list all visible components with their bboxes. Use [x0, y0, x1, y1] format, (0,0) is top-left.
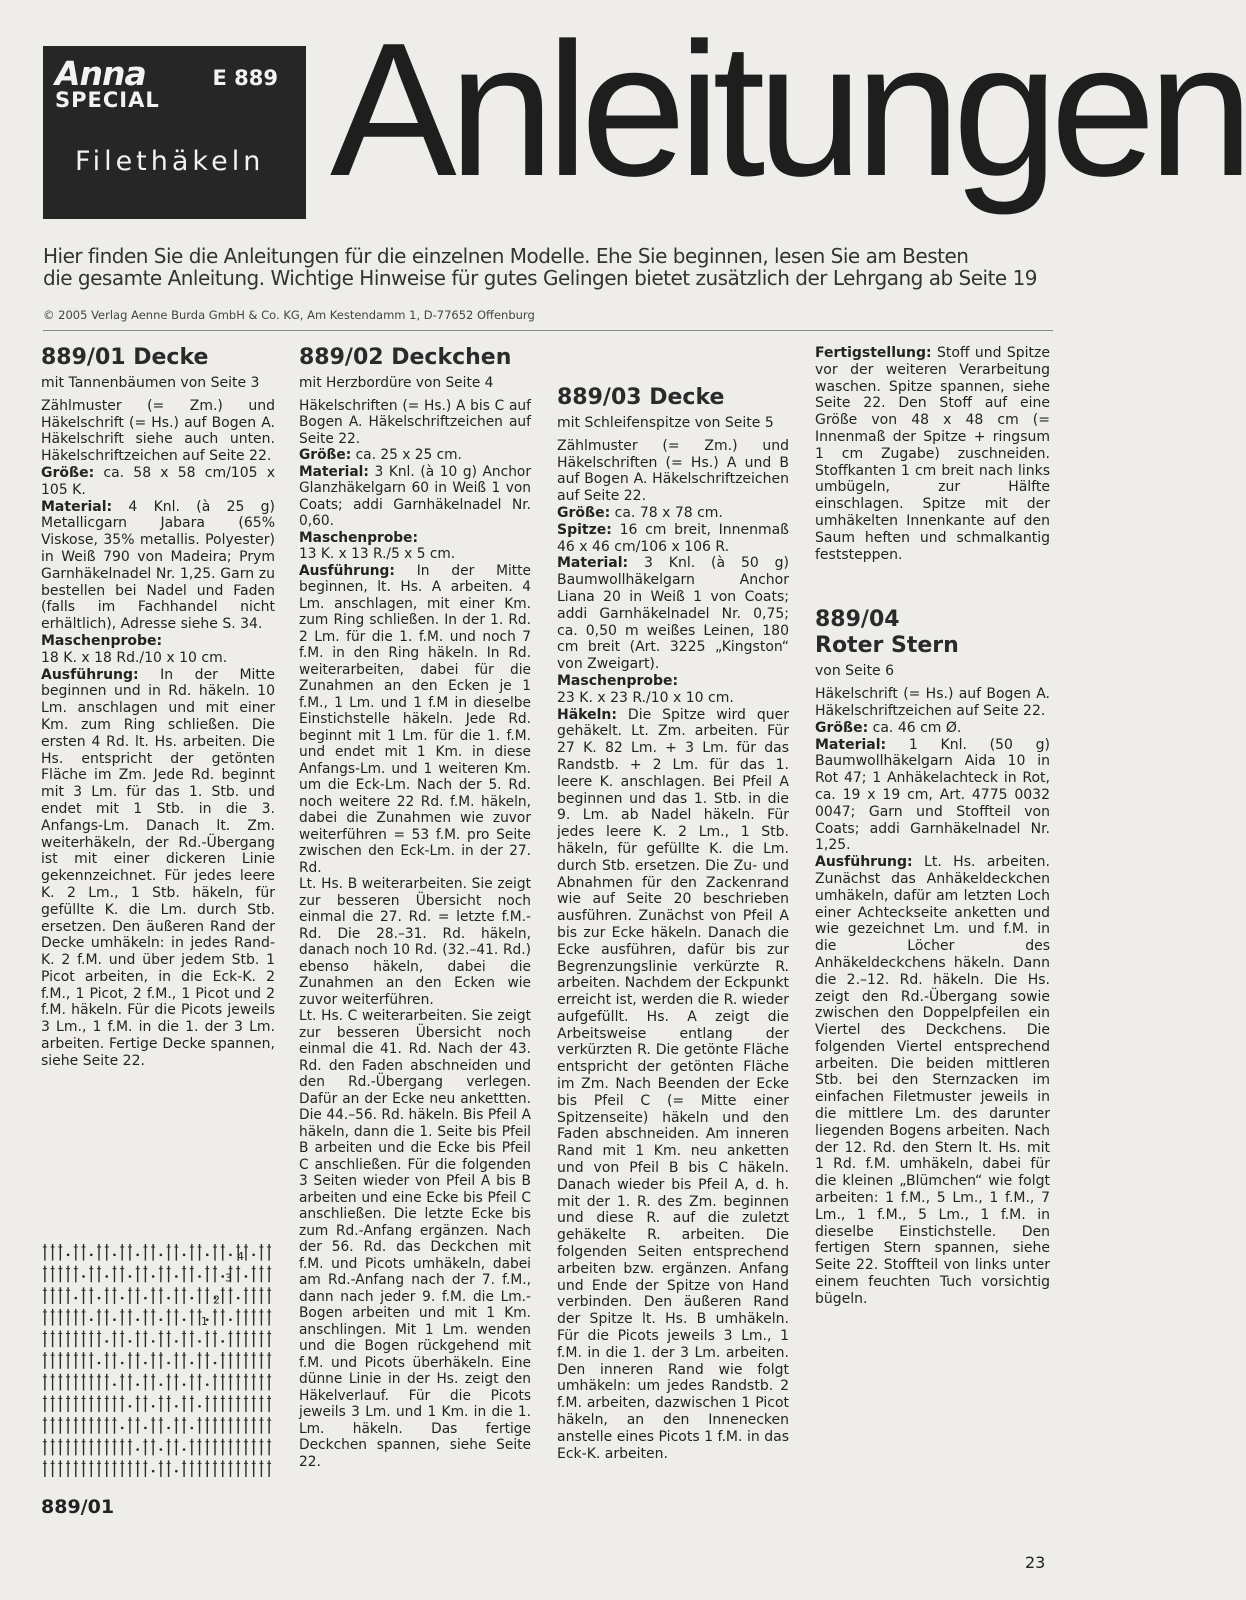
model-number: 889/03: [557, 385, 642, 410]
chart-chain: [136, 1448, 139, 1451]
paragraph-text: Stoff und Spitze vor der weiteren Verarbeitung waschen. Spitze spannen, siehe Seite 22. Den Stoff auf eine Größe von 48 x 48 cm (= Innenmaß der Spitze + ringsum 1 cm Zugabe) zuschneiden. Stoffkanten 1 cm breit nach links umbügeln, zur Hälfte einschlagen. Spitze mit der umhäkelten Innenkante auf den Saum heften und schmalkantig feststeppen.: [815, 345, 1050, 563]
chart-chain: [206, 1254, 209, 1257]
paragraph-label: Material:: [299, 463, 369, 480]
chart-chain: [191, 1297, 194, 1300]
paragraph: [557, 505, 789, 522]
paragraph: [41, 398, 275, 465]
chart-chain: [198, 1405, 201, 1408]
chart-chain: [105, 1340, 108, 1343]
chart-chain: [82, 1275, 85, 1278]
paragraph-text: Häkelschrift (= Hs.) auf Bogen A. Häkelschriftzeichen auf Seite 22.: [815, 686, 1050, 719]
chart-chain: [152, 1470, 155, 1473]
paragraph-label: Spitze:: [557, 521, 612, 538]
paragraph: [815, 737, 1050, 855]
paragraph-label: Größe:: [557, 504, 611, 521]
paragraph-label: Material:: [557, 555, 629, 572]
chart-chain: [113, 1383, 116, 1386]
paragraph-label: Material:: [41, 498, 113, 515]
paragraph-label: Größe:: [815, 719, 869, 736]
paragraph-text: 3 Knl. (à 50 g) Baumwollhäkelgarn Anchor Liana 20 in Weiß 1 von Coats; addi Garnhäkelnadel Nr. 0,75; ca. 0,50 m weißes Leinen, 180 cm breit (Art. 3225 „Kingston“ von Zweigart).: [557, 555, 789, 673]
chart-round-marker: 2: [213, 1293, 220, 1307]
brand-special: SPECIAL: [55, 88, 160, 112]
chart-chain: [144, 1427, 147, 1430]
chart-chain: [206, 1383, 209, 1386]
issue-code: E 889: [212, 66, 278, 90]
model-number: 889/02: [299, 345, 384, 370]
intro-text: [43, 245, 1053, 289]
paragraph-label: Ausführung:: [299, 562, 395, 579]
chart-chain: [191, 1362, 194, 1365]
model-name: Decke: [649, 385, 725, 410]
chart-chain: [75, 1297, 78, 1300]
crochet-chart: [41, 1242, 273, 1480]
paragraph: [557, 707, 789, 1463]
paragraph: [557, 522, 789, 556]
chart-chain: [90, 1318, 93, 1321]
model-subtitle: mit Schleifenspitze von Seite 5: [557, 415, 774, 431]
copyright: © 2005 Verlag Aenne Burda GmbH & Co. KG, Am Kestendamm 1, D-77652 Offenburg: [43, 308, 535, 322]
paragraph: [299, 464, 531, 530]
chart-chain: [129, 1405, 132, 1408]
model-subtitle: von Seite 6: [815, 663, 895, 680]
model-number: 889/01: [41, 345, 126, 370]
page-title: Anleitungen: [330, 4, 1246, 216]
chart-chain: [252, 1254, 255, 1257]
column-3: [557, 345, 789, 1462]
chart-chain: [160, 1383, 163, 1386]
paragraph-label: Maschenprobe:: [41, 632, 163, 649]
paragraph-text: Häkelschriften (= Hs.) A bis C auf Bogen A. Häkelschriftzeichen auf Seite 22.: [299, 397, 531, 447]
chart-chain: [160, 1318, 163, 1321]
paragraph-label: Größe:: [41, 464, 95, 481]
chart-chain: [183, 1254, 186, 1257]
intro-line-1: Hier finden Sie die Anleitungen für die einzelnen Modelle. Ehe Sie beginnen, lesen Sie am Besten: [43, 244, 969, 268]
paragraph-text: 18 K. x 18 Rd./10 x 10 cm.: [41, 649, 228, 666]
chart-chain: [121, 1297, 124, 1300]
model-name: Deckchen: [391, 345, 512, 370]
paragraph-text: ca. 78 x 78 cm.: [614, 504, 723, 521]
chart-chain: [67, 1254, 70, 1257]
chart-chain: [113, 1318, 116, 1321]
chart-chain: [175, 1405, 178, 1408]
chart-chain: [152, 1275, 155, 1278]
chart-chain: [152, 1340, 155, 1343]
paragraph-label: Ausführung:: [815, 854, 913, 871]
paragraph-label: Größe:: [299, 447, 352, 463]
brand-box: [43, 46, 306, 219]
chart-chain: [245, 1275, 248, 1278]
chart-chain: [221, 1340, 224, 1343]
model-number: 889/04: [815, 607, 900, 633]
paragraph-text: Lt. Hs. C weiterarbeiten. Sie zeigt zur besseren Übersicht noch einmal die 41. Rd. Nach der 43. Rd. den Faden abschneiden und den Rd.-Übergang verlegen. Dafür an der Ecke neu ankettten. Die 44.–56. Rd. häkeln. Bis Pfeil A häkeln, dann die 1. Seite bis Pfeil B arbeiten und die Ecke bis Pfeil C anschließen. Für die folgenden 3 Seiten wieder von Pfeil A bis B arbeiten und eine Ecke bis Pfeil C anschließen. Die letzte Ecke bis zum Rd.-Anfang ergänzen. Nach der 56. Rd. das Deckchen mit f.M. und Picots umhäkeln, dabei am Rd.-Anfang nach der 7. f.M., dann nach jeder 9. f.M. die Lm.-Bogen arbeiten und mit 1 Km. anschlingen. Mit 1 Lm. wenden und die Bogen rückgehend mit f.M. und Picots überhäkeln. Eine dünne Linie in der Hs. zeigt den Häkelverlauf. Für die Picots jeweils 3 Lm. und 1 Km. in die 1. Lm. häkeln. Das fertige Deckchen spannen, siehe Seite 22.: [299, 1008, 531, 1470]
paragraph-text: ca. 46 cm Ø.: [872, 719, 962, 736]
chart-chain: [98, 1297, 101, 1300]
paragraph-label: Fertigstellung:: [815, 345, 932, 361]
chart-chain: [191, 1427, 194, 1430]
paragraph: [41, 633, 275, 667]
chart-chain: [113, 1254, 116, 1257]
paragraph-text: 4 Knl. (à 25 g) Metallicgarn Jabara (65% Viskose, 35% metallis. Polyester) in Weiß 790 von Madeira; Prym Garnhäkelnadel Nr. 1,25. Garn zu bestellen bei Nadel und Faden (falls im Fachhandel nicht erhältlich), Adresse siehe S. 34.: [41, 498, 275, 633]
model-heading: [41, 345, 275, 371]
paragraph-label: Maschenprobe:: [299, 529, 418, 546]
paragraph-text: Zählmuster (= Zm.) und Häkelschriften (= Hs.) A und B auf Bogen A. Häkelschriftzeichen auf Seite 22.: [557, 437, 789, 505]
paragraph: [557, 438, 789, 505]
chart-chain: [144, 1297, 147, 1300]
column-2: [299, 345, 531, 1470]
chart-chain: [237, 1297, 240, 1300]
chart-round-marker: 4: [237, 1250, 244, 1263]
chart-chain: [105, 1275, 108, 1278]
chart-chain: [183, 1318, 186, 1321]
intro-line-2: die gesamte Anleitung. Wichtige Hinweise für gutes Gelingen bietet zusätzlich der Lehrgang ab Seite 19: [43, 266, 1038, 290]
chart-chain: [229, 1318, 232, 1321]
chart-chain: [121, 1427, 124, 1430]
chart-chain: [144, 1362, 147, 1365]
paragraph: [299, 1008, 531, 1470]
chart-chain: [214, 1362, 217, 1365]
chart-chain: [167, 1427, 170, 1430]
paragraph: [815, 720, 1050, 737]
brand-subtitle: Filethäkeln: [75, 146, 265, 177]
chart-chain: [129, 1275, 132, 1278]
chart-chain: [175, 1470, 178, 1473]
chart-chain: [167, 1297, 170, 1300]
chart-chain: [175, 1340, 178, 1343]
paragraph-text: In der Mitte beginnen und in Rd. häkeln. 10 Lm. anschlagen und mit einer Km. zum Ring schließen. Die ersten 4 Rd. lt. Hs. arbeiten. Die Hs. entspricht der getönten Fläche im Zm. Jede Rd. beginnt mit 3 Lm. für das 1. Stb. und endet mit 1 Stb. in die 3. Anfangs-Lm. Danach lt. Zm. weiterhäkeln, der Rd.-Übergang ist mit einer dickeren Linie gekennzeichnet. Für jedes leere K. 2 Lm., 1 Stb. häkeln, für gefüllte K. die Lm. durch Stb. ersetzen. Den äußeren Rand der Decke umhäkeln: in jedes Rand-K. 2 f.M. und über jedem Stb. 1 Picot arbeiten, in die Eck-K. 2 f.M., 1 Picot, 2 f.M., 1 Picot und 2 f.M. häkeln. Für die Picots jeweils 3 Lm., 1 f.M. in die 1. der 3 Lm. arbeiten. Fertige Decke spannen, siehe Seite 22.: [41, 666, 276, 1069]
model-heading: [299, 345, 531, 371]
paragraph: [557, 673, 789, 707]
page-number: 23: [1025, 1553, 1046, 1572]
paragraph-text: Lt. Hs. B weiterarbeiten. Sie zeigt zur besseren Übersicht noch einmal die 27. Rd. = letzte f.M.-Rd. Die 28.–31. Rd. häkeln, danach noch 10 Rd. (32.–41. Rd.) ebenso häkeln, dabei die Zunahmen an den Ecken wie zuvor weiterführen.: [299, 876, 531, 1008]
model-heading: [557, 385, 789, 411]
paragraph: [299, 398, 531, 448]
chart-chain: [98, 1362, 101, 1365]
model-heading: [815, 607, 1050, 659]
paragraph: [41, 667, 275, 1070]
chart-chain: [221, 1275, 224, 1278]
paragraph-text: 3 Knl. (à 10 g) Anchor Glanzhäkelgarn 60 in Weiß 1 von Coats; addi Garnhäkelnadel Nr. 0,60.: [299, 463, 531, 529]
paragraph: [299, 530, 531, 563]
paragraph: [299, 563, 531, 877]
model-name: Decke: [133, 345, 209, 370]
paragraph-text: Die Spitze wird quer gehäkelt. Lt. Zm. arbeiten. Für 27 K. 82 Lm. + 3 Lm. für das Randstb. + 2 Lm. für das 1. leere K. anschlagen. Bei Pfeil A beginnen und das 1. Stb. in die 9. Lm. ab Nadel häkeln. Für jedes leere K. 2 Lm., 1 Stb. häkeln, für gefüllte K. die Lm. durch Stb. ersetzen. Die Zu- und Abnahmen für den Zackenrand wie auf Seite 20 beschrieben ausführen. Zunächst von Pfeil A bis zur Ecke häkeln. Danach die Ecke ausführen, dafür bis zur Begrenzungslinie verkürzte R. arbeiten. Nachdem der Eckpunkt erreicht ist, werden die R. wieder aufgefüllt. Hs. A zeigt die Arbeitsweise entlang der verkürzten R. Die getönte Fläche entspricht der getönten Fläche im Zm. Nach Beenden der Ecke bis Pfeil C (= Mitte einer Spitzenseite) häkeln und den Faden abschneiden. Am inneren Rand mit 1 Km. neu anketten und von Pfeil B bis C häkeln. Danach wieder bis Pfeil A, d. h. mit der 1. R. des Zm. beginnen und diese R. auf die zuletzt gehäkelte R. arbeiten. Die folgenden Seiten entsprechend arbeiten bzw. ergänzen. Anfang und Ende der Spitze von Hand verbinden. Den äußeren Rand der Spitze lt. Hs. B umhäkeln. Für die Picots jeweils 3 Lm., 1 f.M. in die 1. der 3 Lm. arbeiten. Den inneren Rand wie folgt umhäkeln: um jedes Randstb. 2 f.M. arbeiten, dazwischen 1 Picot häkeln, an den Innenecken anstelle eines Picots 1 f.M. in das Eck-K. arbeiten.: [557, 706, 789, 1462]
chart-chain: [167, 1362, 170, 1365]
paragraph: [299, 447, 531, 464]
header-rule: [43, 330, 1053, 331]
chart-chain: [129, 1340, 132, 1343]
chart-chain: [136, 1254, 139, 1257]
column-4: [815, 345, 1050, 1308]
paragraph-text: 1 Knl. (50 g) Baumwollhäkelgarn Aida 10 in Rot 47; 1 Anhäkelachteck in Rot, ca. 19 x 19 cm, Art. 4775 0032 0047; Garn und Stoffteil von Coats; addi Garnhäkelnadel Nr. 1,25.: [815, 736, 1051, 854]
paragraph-text: In der Mitte beginnen, lt. Hs. A arbeiten. 4 Lm. anschlagen, mit einer Km. zum Ring schließen. In der 1. Rd. 2 Lm. für die 1. f.M. und noch 7 f.M. in den Ring häkeln. In Rd. weiterarbeiten, dabei für die Zunahmen an den Ecken je 1 f.M., 1 Lm. und 1 f.M in dieselbe Einstichstelle häkeln. Jede Rd. beginnt mit 1 Lm. für die 1. f.M. und endet mit 1 Km. in diese Anfangs-Lm. und 1 weiteren Km. um die Eck-Lm. Nach der 5. Rd. noch weitere 22 Rd. f.M. häkeln, dabei die Zunahmen wie zuvor weiterführen = 53 f.M. pro Seite zwischen den Eck-Lm. in der 27. Rd.: [299, 562, 532, 876]
paragraph: [41, 465, 275, 499]
chart-chain: [183, 1383, 186, 1386]
paragraph: [815, 686, 1050, 720]
chart-round-marker: 1: [201, 1314, 208, 1328]
paragraph-text: 16 cm breit, Innenmaß 46 x 46 cm/106 x 106 R.: [557, 521, 789, 555]
paragraph-label: Maschenprobe:: [557, 672, 679, 689]
chart-chain: [183, 1448, 186, 1451]
paragraph: [557, 555, 789, 673]
paragraph-label: Material:: [815, 736, 887, 753]
paragraph-text: ca. 25 x 25 cm.: [355, 447, 462, 463]
paragraph: [41, 499, 275, 633]
paragraph: [815, 854, 1050, 1308]
paragraph-text: Zählmuster (= Zm.) und Häkelschrift (= Hs.) auf Bogen A. Häkelschrift siehe auch unten. Häkelschriftzeichen auf Seite 22.: [41, 397, 275, 465]
chart-chain: [136, 1383, 139, 1386]
paragraph: [815, 345, 1050, 563]
paragraph-text: 23 K. x 23 R./10 x 10 cm.: [557, 689, 734, 706]
paragraph-text: Lt. Hs. arbeiten. Zunächst das Anhäkeldeckchen umhäkeln, dafür am letzten Loch einer Achteckseite anketten und wie gezeichnet Lm. und f.M. in die Löcher des Anhäkeldeckchens häkeln. Dann die 2.–12. Rd. häkeln. Die Hs. zeigt den Rd.-Übergang sowie zwischen den Doppelpfeilen ein Viertel des Deckchens. Die folgenden Viertel entsprechend arbeiten. Die beiden mittleren Stb. bei den Sternzacken im einfachen Filetmuster jeweils in die mittlere Lm. des darunter liegenden Bogens arbeiten. Nach der 12. Rd. den Stern lt. Hs. mit 1 Rd. f.M. umhäkeln, dabei für die kleinen „Blümchen“ wie folgt arbeiten: 1 f.M., 5 Lm., 1 f.M., 7 Lm., 1 f.M., 5 Lm., 1 f.M. in dieselbe Einstichstelle. Den fertigen Stern spannen, siehe Seite 22. Stoffteil von links unter einem feuchten Tuch vorsichtig bügeln.: [815, 854, 1050, 1307]
paragraph-label: Ausführung:: [41, 666, 139, 683]
paragraph-label: Häkeln:: [557, 706, 617, 723]
brand-logo: Anna: [55, 54, 146, 93]
chart-chain: [160, 1448, 163, 1451]
chart-label: 889/01: [41, 1496, 115, 1518]
chart-chain: [160, 1254, 163, 1257]
chart-chain: [229, 1254, 232, 1257]
model-name: Roter Stern: [815, 633, 959, 659]
chart-chain: [136, 1318, 139, 1321]
chart-chain: [152, 1405, 155, 1408]
model-subtitle: mit Herzbordüre von Seite 4: [299, 375, 494, 391]
paragraph-text: ca. 58 x 58 cm/105 x 105 K.: [41, 464, 275, 498]
model-subtitle: mit Tannenbäumen von Seite 3: [41, 375, 260, 391]
paragraph: [299, 876, 531, 1008]
chart-chain: [175, 1275, 178, 1278]
chart-chain: [121, 1362, 124, 1365]
column-1: [41, 345, 275, 1070]
chart-round-marker: 3: [225, 1271, 232, 1285]
chart-chain: [198, 1275, 201, 1278]
chart-chain: [198, 1340, 201, 1343]
chart-chain: [90, 1254, 93, 1257]
paragraph-text: 13 K. x 13 R./5 x 5 cm.: [299, 546, 456, 562]
